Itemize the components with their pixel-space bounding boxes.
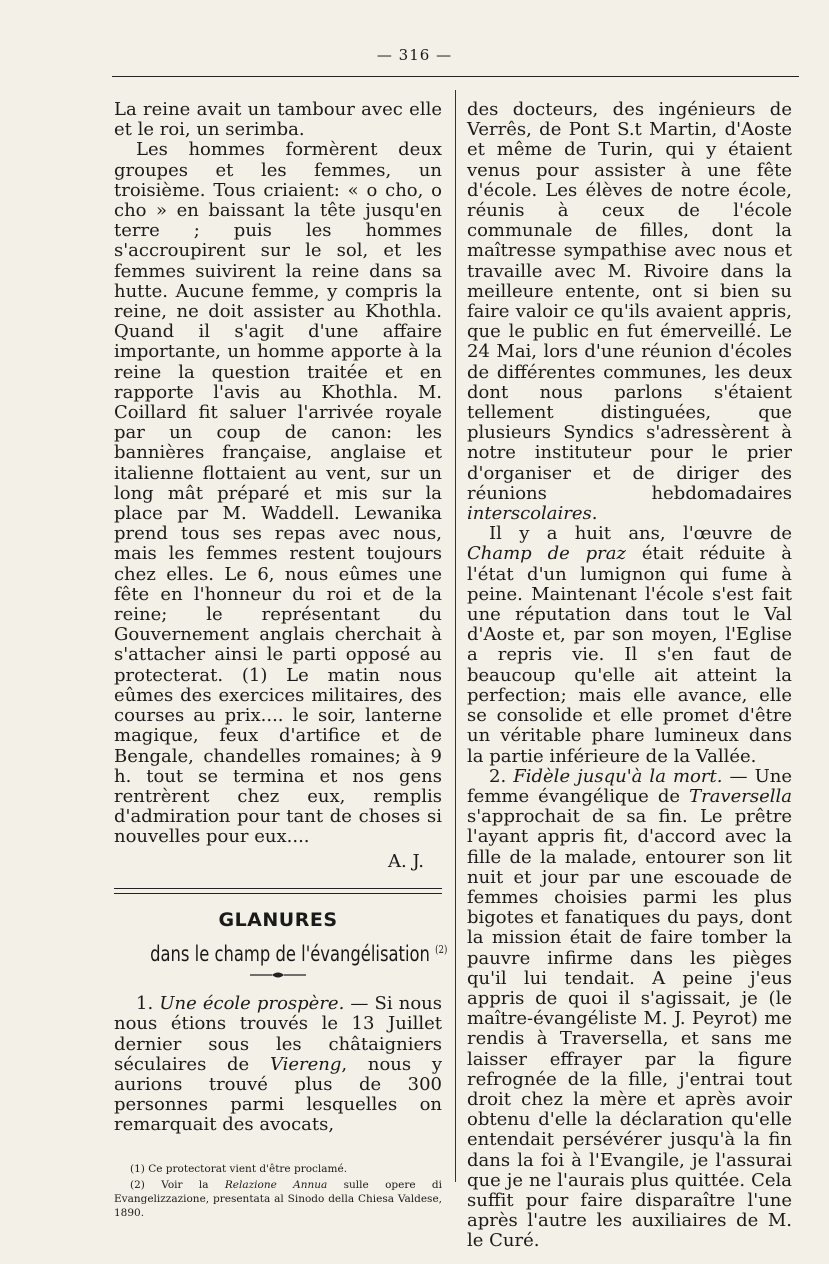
paragraph: Il y a huit ans, l'œuvre de Champ de praz était réduite à l'état d'un lumignon qui fume à peine. Maintenant l'école s'est fait une réputation dans tout le Val d'Aoste et, par son moyen, l'Eglise a repris vie. Il s'en faut de beaucoup qu'elle ait atteint la perfection; mais elle avance, elle se consolide et elle promet d'être un véritable phare lumineux dans la partie inférieure de la Vallée. — [467, 523, 792, 767]
item-two: 2. Fidèle jusqu'à la mort. — Une femme évangélique de Traversella s'approchait de sa fin. Le prêtre l'ayant appris fit, d'accord avec la fille de la malade, entourer son lit nuit et jour par une escouade de femmes choisies parmi les plus bigotes et fanatiques du pays, dont la mission était de faire tomber la pauvre infirme dans les pièges qu'il lui tendait. A peine j'eus appris de quoi il s'agissait, je (le maître-évangéliste M. J. Peyrot) me rendis à Traversella, et sans me laisser effrayer par la figure refrognée de la fille, j'entrai tout droit chez la mère et après avoir obtenu d'elle la déclaration qu'elle entendait persévérer jusqu'à la fin dans la foi à l'Evangile, je l'assurai que je ne l'aurais plus quittée. Cela suffit pour faire disparaître l'une après l'autre les auxiliaires de M. le Curé. — [467, 765, 792, 1252]
item-two-title: Fidèle jusqu'à la mort. — [513, 765, 723, 787]
footnotes — [114, 1162, 442, 1220]
item-one: 1. Une école prospère. — Si nous nous étions trouvés le 13 Juillet dernier sous les châtaigniers séculaires de Viereng, nous y aurions trouvé plus de 300 personnes parmi lesquelles on remarquait des avocats, — [114, 993, 443, 1136]
section-rule — [114, 888, 442, 894]
article-signature: A. J. — [388, 850, 424, 872]
right-column — [467, 100, 792, 1252]
left-column — [114, 99, 448, 1222]
ornament-icon — [248, 970, 308, 980]
section-title: GLANURES — [218, 908, 338, 931]
header-rule — [112, 76, 799, 77]
page-number: — 316 — — [376, 46, 453, 64]
footnote: (1) Ce protectorat vient d'être proclamé. — [130, 1162, 348, 1175]
paragraph: Les hommes formèrent deux groupes et les femmes, un troisième. Tous criaient: « o cho, o cho » en baissant la tête jusqu'en terre ; puis les hommes s'accroupirent sur le sol, et les femmes suivirent la reine dans sa hutte. Aucune femme, y compris la reine, ne doit assister au Khothla. Quand il s'agit d'une affaire importante, un homme apporte à la reine la question traitée et en rapporte l'avis au Khothla. M. Coillard fit saluer l'arrivée royale par un coup de canon: les bannières française, anglaise et italienne flottaient au vent, sur un long mât préparé et mis sur la place par M. Waddell. Lewanika prend tous ses repas avec nous, mais les femmes restent toujours chez elles. Le 6, nous eûmes une fête en l'honneur du roi et de la reine; le représentant du Gouvernement anglais cherchait à s'attacher ainsi le parti opposé au protecterat. (1) Le matin nous eûmes des exercices militaires, des courses au prix.... le soir, lanterne magique, feux d'artifice et de Bengale, chandelles romaines; à 9 h. tout se termina et nos gens rentrèrent chez eux, remplis d'admiration pour tant de choses si nouvelles pour eux.... — [114, 139, 442, 848]
item-one-title: Une école prospère. — [159, 993, 345, 1015]
section-subtitle: dans le champ de l'évangélisation $^{(2)}$ — [150, 941, 448, 966]
paragraph: des docteurs, des ingénieurs de Verrês, de Pont S.t Martin, d'Aoste et même de Turin, qui y étaient venus pour assister à une fête d'école. Les élèves de notre école, réunis à ceux de l'école communale de filles, dont la maîtresse sympathise avec nous et travaille avec M. Rivoire dans la meilleure entente, ont si bien su faire valoir ce qu'ils avaient appris, que le public en fut émerveillé. Le 24 Mai, lors d'une réunion d'écoles de différentes communes, les deux dont nous parlons s'étaient tellement distinguées, que plusieurs Syndics s'adressèrent à notre instituteur pour le prier d'organiser et de diriger des réunions hebdomadaires interscolaires. — [467, 99, 792, 525]
footnote: (2) Voir la Relazione Annua sulle opere di Evangelizzazione, presentata al Sinodo della Chiesa Valdese, 1890. — [114, 1178, 443, 1219]
paragraph: La reine avait un tambour avec elle et le roi, un serimba. — [114, 99, 442, 141]
footnote-marker: (2) — [435, 942, 448, 956]
column-divider — [455, 90, 456, 1182]
